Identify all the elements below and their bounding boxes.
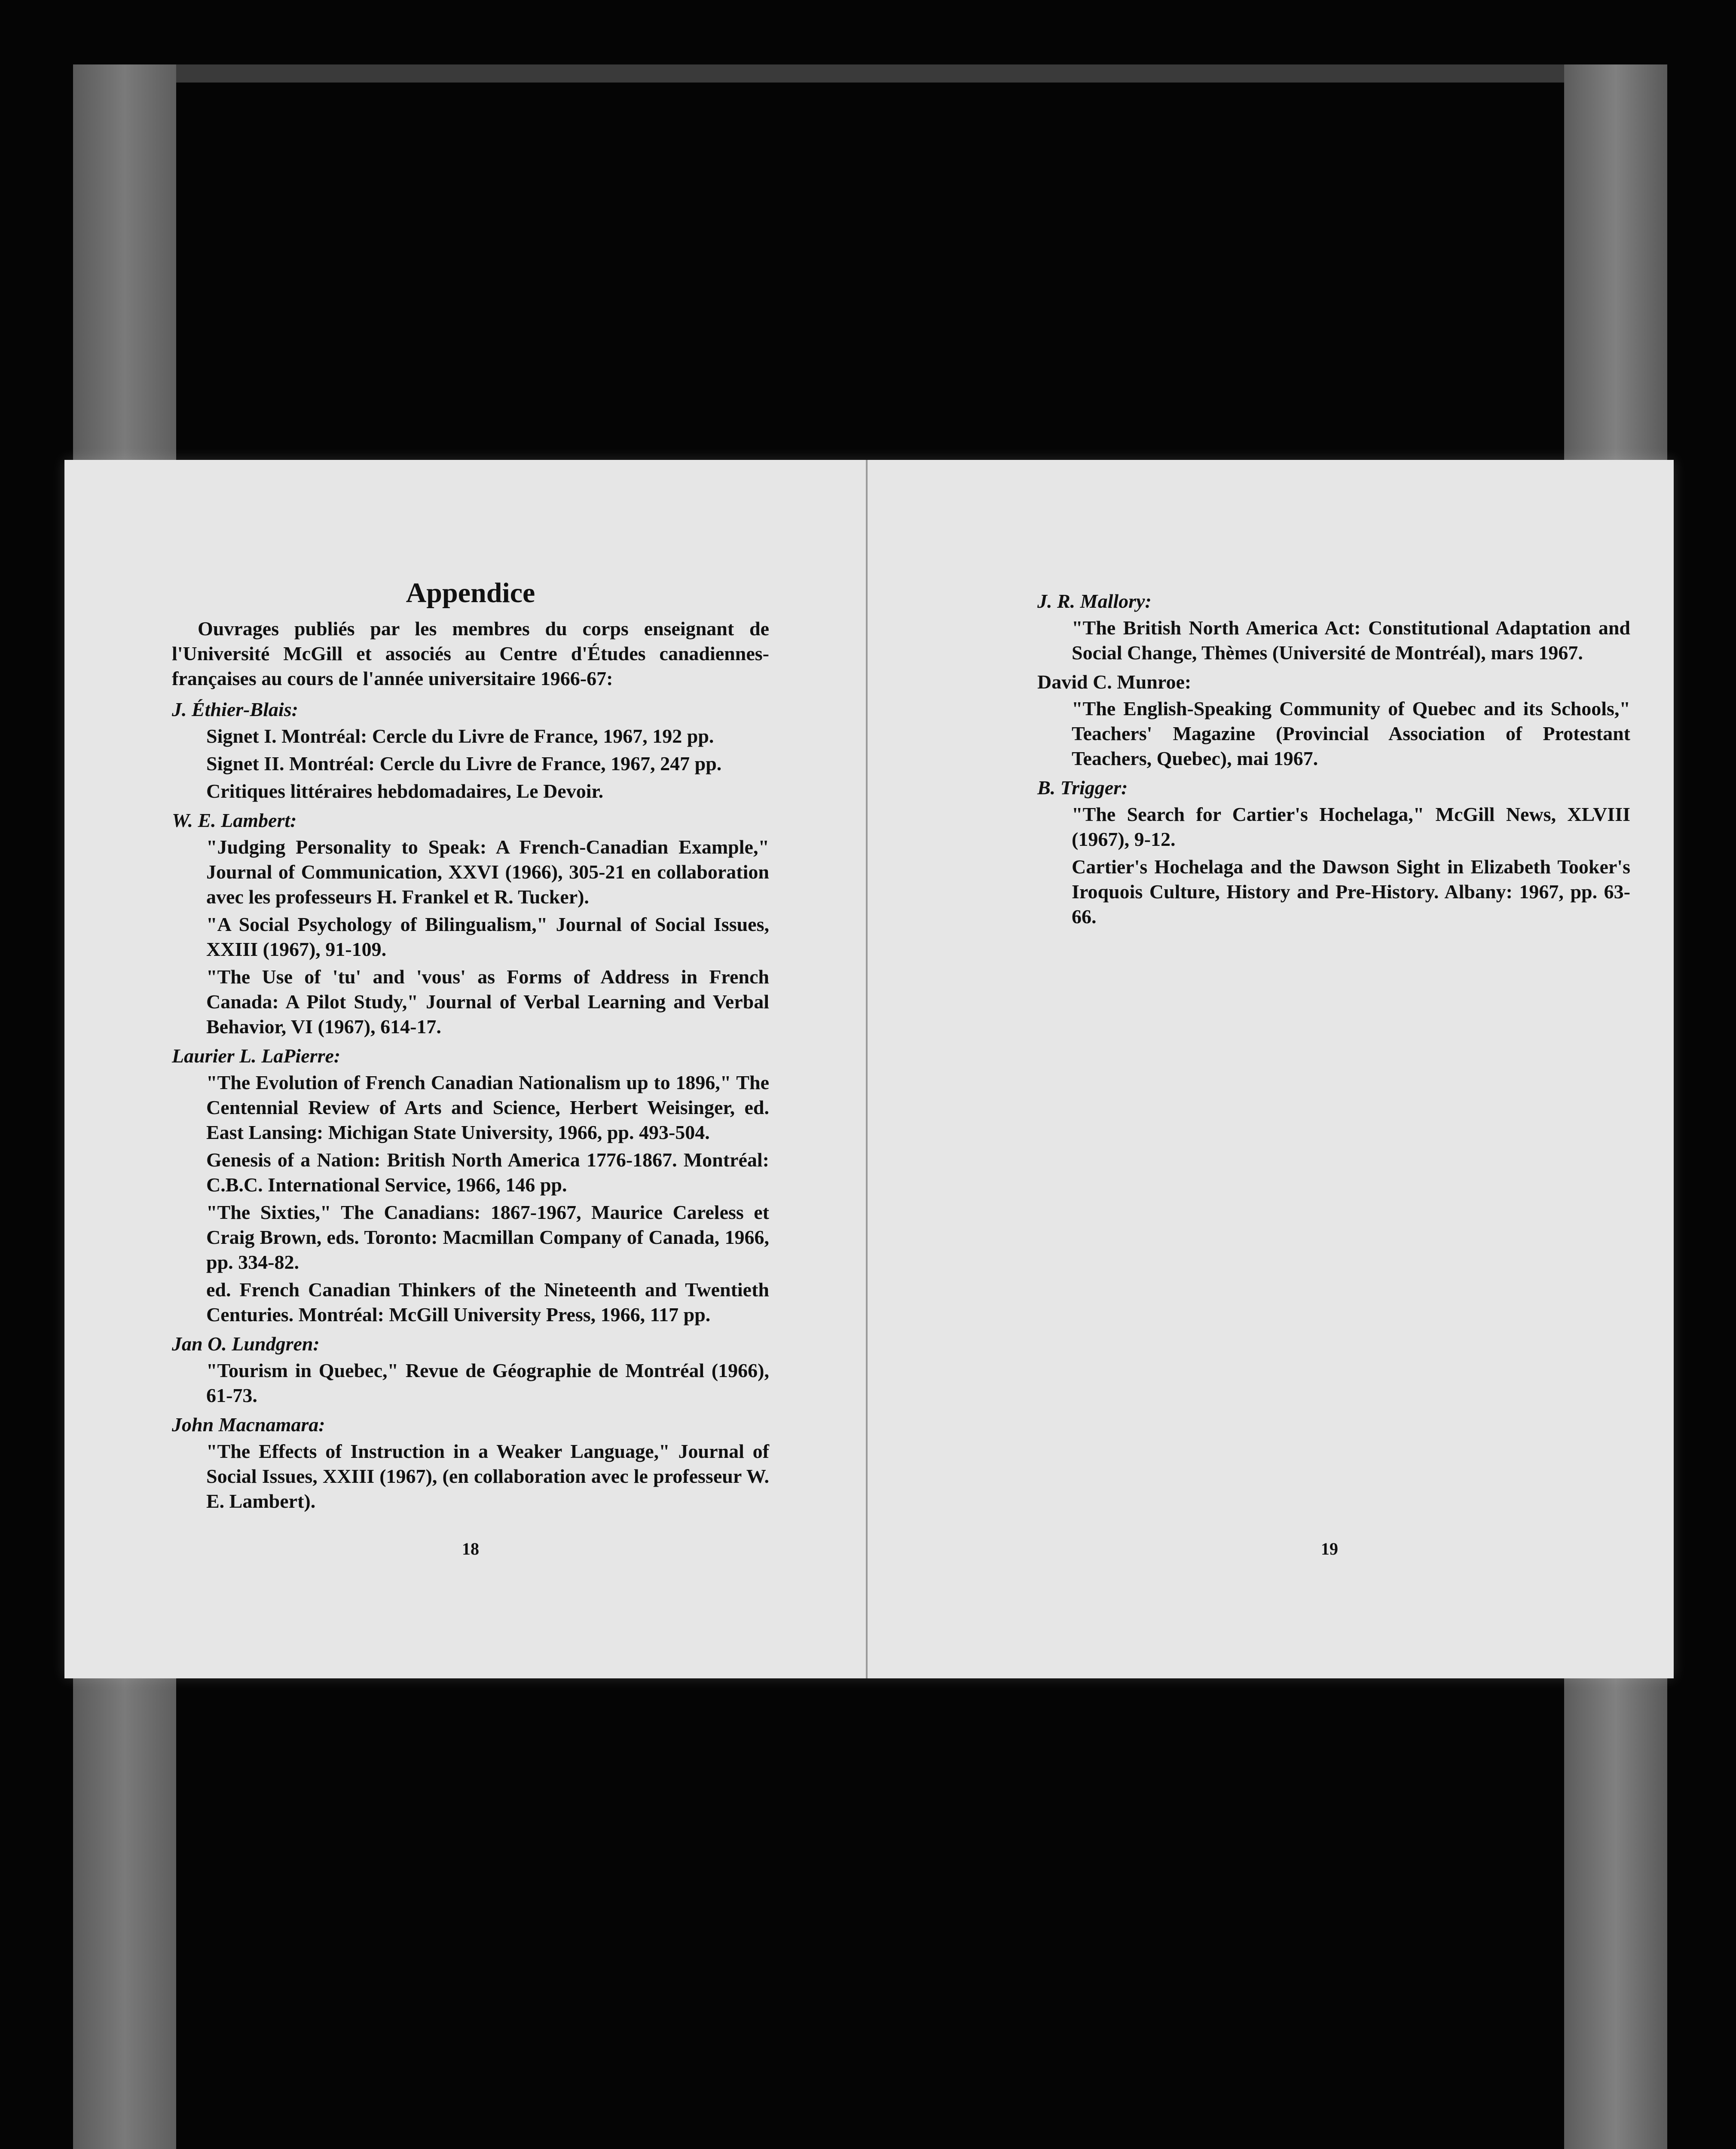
bibliography-entry: "The English-Speaking Community of Quebec and its Schools," Teachers' Magazine (Provincial Association of Protestant Teachers, Quebec), mai 1967. — [1072, 698, 1630, 769]
film-top-edge — [176, 64, 1564, 83]
document-spread — [64, 460, 1674, 1678]
author-name: J. R. Mallory: — [1037, 590, 1152, 612]
bibliography-entry: Critiques littéraires hebdomadaires, Le Devoir. — [206, 780, 604, 802]
author-name: Laurier L. LaPierre: — [172, 1045, 341, 1067]
bibliography-entry: "The British North America Act: Constitutional Adaptation and Social Change, Thèmes (Université de Montréal), mars 1967. — [1072, 617, 1630, 664]
page-19 — [868, 460, 1674, 1678]
page-number: 18 — [462, 1539, 479, 1558]
left-column — [172, 576, 769, 1516]
appendix-intro: Ouvrages publiés par les membres du corps enseignant de l'Université McGill et associés au Centre d'Études canadiennes-françaises au cours de l'année universitaire 1966-67: — [172, 618, 769, 689]
author-name: J. Éthier-Blais: — [172, 698, 298, 720]
bibliography-entry: Signet I. Montréal: Cercle du Livre de France, 1967, 192 pp. — [206, 725, 714, 747]
author-name: David C. Munroe: — [1037, 671, 1192, 693]
author-name: B. Trigger: — [1037, 777, 1128, 799]
bibliography-entry: "The Evolution of French Canadian Nationalism up to 1896," The Centennial Review of Arts and Science, Herbert Weisinger, ed. East Lansing: Michigan State University, 1966, pp. 493-504. — [206, 1071, 769, 1143]
right-column — [1037, 585, 1630, 932]
bibliography-entry: Signet II. Montréal: Cercle du Livre de France, 1967, 247 pp. — [206, 753, 722, 774]
bibliography-entry: "The Search for Cartier's Hochelaga," McGill News, XLVIII (1967), 9-12. — [1072, 803, 1630, 850]
bibliography-entry: "Tourism in Quebec," Revue de Géographie de Montréal (1966), 61-73. — [206, 1359, 769, 1406]
bibliography-entry: "The Effects of Instruction in a Weaker Language," Journal of Social Issues, XXIII (1967), (en collaboration avec le professeur W. E. Lambert). — [206, 1440, 769, 1512]
author-name: John Macnamara: — [172, 1414, 325, 1436]
bibliography-entry: Cartier's Hochelaga and the Dawson Sight in Elizabeth Tooker's Iroquois Culture, History and Pre-History. Albany: 1967, pp. 63-66. — [1072, 856, 1630, 928]
appendix-title: Appendice — [406, 577, 535, 609]
bibliography-entry: "A Social Psychology of Bilingualism," Journal of Social Issues, XXIII (1967), 91-109. — [206, 913, 769, 960]
bibliography-entry: "Judging Personality to Speak: A French-Canadian Example," Journal of Communication, XXVI (1966), 305-21 en collaboration avec les professeurs H. Frankel et R. Tucker). — [206, 836, 769, 908]
page-number: 19 — [1321, 1539, 1338, 1558]
bibliography-entry: ed. French Canadian Thinkers of the Nineteenth and Twentieth Centuries. Montréal: McGill University Press, 1966, 117 pp. — [206, 1279, 769, 1326]
bibliography-entry: "The Use of 'tu' and 'vous' as Forms of Address in French Canada: A Pilot Study," Journal of Verbal Learning and Verbal Behavior, VI (1967), 614-17. — [206, 966, 769, 1038]
bibliography-entry: Genesis of a Nation: British North America 1776-1867. Montréal: C.B.C. International Service, 1966, 146 pp. — [206, 1149, 769, 1196]
author-name: Jan O. Lundgren: — [172, 1333, 320, 1355]
author-name: W. E. Lambert: — [172, 809, 297, 831]
page-18 — [64, 460, 866, 1678]
bibliography-entry: "The Sixties," The Canadians: 1867-1967, Maurice Careless et Craig Brown, eds. Toronto: Macmillan Company of Canada, 1966, pp. 334-82. — [206, 1201, 769, 1273]
